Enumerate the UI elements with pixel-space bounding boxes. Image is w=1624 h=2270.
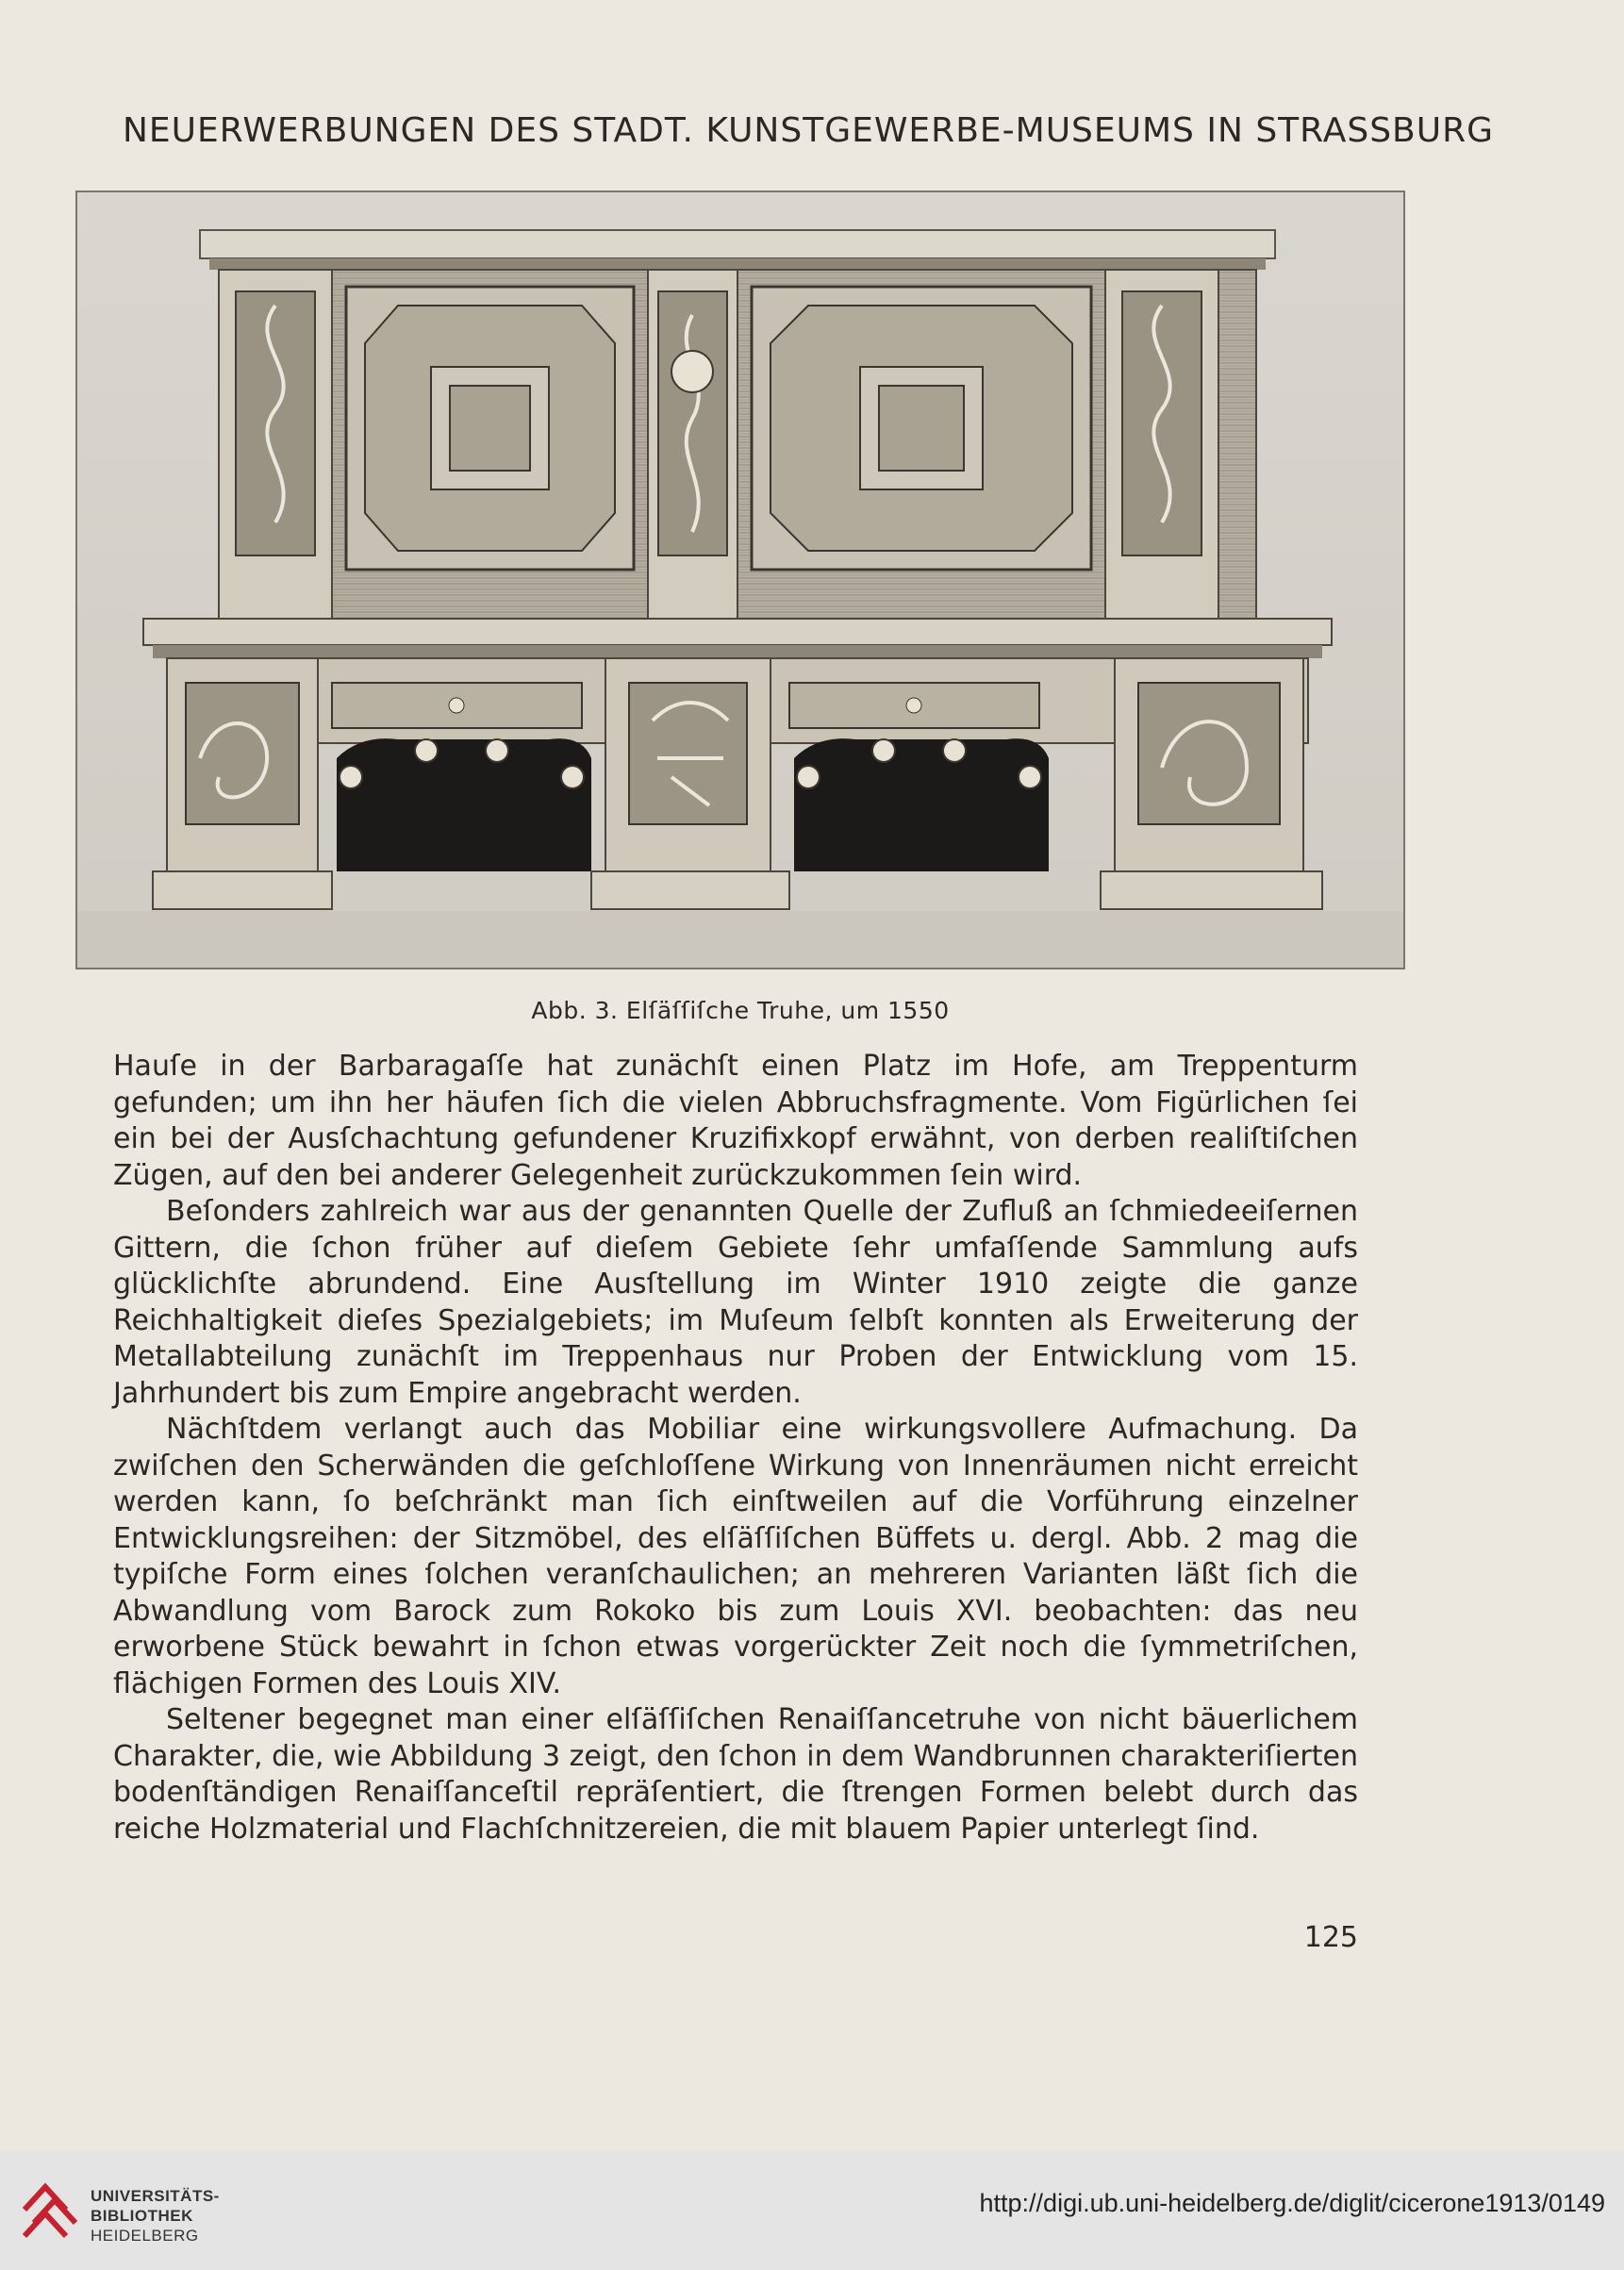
permalink-url[interactable]: http://digi.ub.uni-heidelberg.de/diglit/cicerone1913/0149 <box>979 2189 1605 2217</box>
library-name[interactable] <box>91 2186 220 2245</box>
paragraph: Seltener begegnet man einer elſäſſiſchen Renaiſſancetruhe von nicht bäuerlichem Charakter, die, wie Abbildung 3 zeigt, den ſchon in dem Wandbrunnen charakteriſierten bodenſtändigen Renaiſſanceſtil repräſentiert, die ſtrengen Formen belebt durch das reiche Holzmaterial und Flachſchnitzereien, die mit blauem Papier unterlegt ſind. <box>113 1703 1358 1846</box>
paragraph: Hauſe in der Barbaragaſſe hat zunächſt einen Platz im Hofe, am Treppenturm gefunden; um ihn her häufen ſich die vielen Abbruchsfragmente. Vom Figürlichen ſei ein bei der Ausſchachtung gefundener Kruzifixkopf erwähnt, von derben realiſtiſchen Zügen, auf den bei anderer Gelegenheit zurückzukommen ſein wird. <box>113 1050 1358 1192</box>
running-head: NEUERWERBUNGEN DES STADT. KUNSTGEWERBE-MUSEUMS IN STRASSBURG <box>123 111 1495 150</box>
figure-photo-chest <box>75 191 1405 969</box>
library-logo-icon[interactable] <box>17 2174 83 2245</box>
library-name-line: UNIVERSITÄTS- <box>91 2187 220 2205</box>
figure-caption: Abb. 3. Elſäſſiſche Truhe, um 1550 <box>531 997 950 1024</box>
library-name-line: BIBLIOTHEK <box>91 2207 193 2225</box>
chest-illustration <box>77 192 1403 968</box>
paragraph: Nächſtdem verlangt auch das Mobiliar eine wirkungsvollere Aufmachung. Da zwiſchen den Scherwänden die geſchloſſene Wirkung von Innenräumen nicht erreicht werden kann, ſo beſchränkt man ſich einſtweilen auf die Vorführung einzelner Entwicklungsreihen: der Sitzmöbel, des elſäſſiſchen Büffets u. dergl. Abb. 2 mag die typiſche Form eines ſolchen veranſchaulichen; an mehreren Varianten läßt ſich die Abwandlung vom Barock zum Rokoko bis zum Louis XVI. beobachten: das neu erworbene Stück bewahrt in ſchon etwas vorgerückter Zeit noch die ſymmetriſchen, flächigen Formen des Louis XIV. <box>113 1413 1358 1700</box>
body-text <box>113 1049 1358 1847</box>
page-number: 125 <box>1303 1921 1358 1954</box>
paragraph: Beſonders zahlreich war aus der genannten Quelle der Zufluß an ſchmiedeeiſernen Gittern, die ſchon früher auf dieſem Gebiete ſehr umfaſſende Sammlung aufs glücklichſte abrundend. Eine Ausſtellung im Winter 1910 zeigte die ganze Reichhaltigkeit dieſes Spezialgebiets; im Muſeum ſelbſt konnten als Erweiterung der Metallabteilung zunächſt im Treppenhaus nur Proben der Entwicklung vom 15. Jahrhundert bis zum Empire angebracht werden. <box>113 1195 1358 1410</box>
library-name-line: HEIDELBERG <box>91 2227 199 2245</box>
